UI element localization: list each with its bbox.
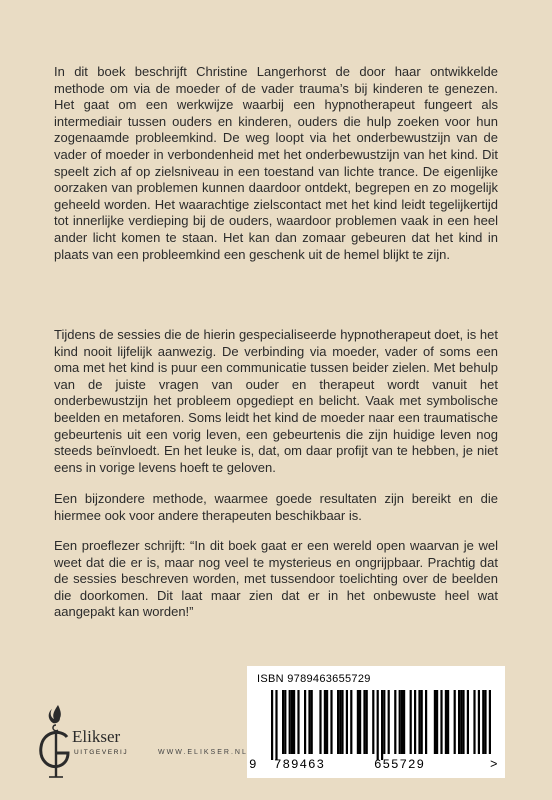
isbn-barcode-box [247, 666, 505, 778]
barcode-digit-group-1: 789463 [274, 758, 326, 772]
back-cover-paragraph-2: Tijdens de sessies die de hierin gespecialiseerde hypnotherapeut doet, is het kind nooit lijfelijk aanwezig. De verbinding via moeder, vader of soms een oma met het kind is puur een communicatie tussen beider zielen. Met behulp van de juiste vragen van ouder en therapeut wordt vanuit het onderbewustzijn het probleem opgediept en belicht. Vaak met symbolische beelden en metaforen. Soms leidt het kind de moeder naar een traumatische gebeurtenis uit een vorig leven, een gebeurtenis die zijn huidige leven nog steeds beïnvloedt. En het leuke is, dat, om daar profijt van te hebben, je niet eens in vorige levens hoeft te geloven. [54, 327, 498, 475]
back-cover-paragraph-1: In dit boek beschrijft Christine Langerhorst de door haar ontwikkelde methode om via de moeder of de vader trauma’s bij kinderen te genezen. Het gaat om een werkwijze waarbij een hypnotherapeut fungeert als intermediair tussen ouders en kinderen, ouders die hulp zoeken voor hun zogenaamde probleemkind. De weg loopt via het onderbewustzijn van de vader of moeder in verbondenheid met het onderbewustzijn van het kind. Dit speelt zich af op zielsniveau in een toestand van lichte trance. De eigenlijke oorzaken van problemen kunnen daardoor ontdekt, begrepen en zo mogelijk geheeld worden. Het waarachtige zielscontact met het kind leidt tegelijkertijd tot innerlijke verdieping bij de ouders, waardoor problemen vaak in een heel ander licht komen te staan. Het kan dan zomaar gebeuren dat het kind in plaats van een probleemkind een geschenk uit de hemel blijkt te zijn. [54, 64, 498, 262]
barcode-digit-first: 9 [249, 758, 258, 772]
barcode-icon [251, 690, 501, 760]
barcode-digit-group-2: 655729 [374, 758, 426, 772]
barcode-arrow: > [490, 758, 499, 772]
publisher-subtitle: UITGEVERIJ [74, 749, 129, 756]
back-cover-paragraph-3: Een bijzondere methode, waarmee goede resultaten zijn bereikt en die hiermee ook voor andere therapeuten beschikbaar is. [54, 491, 498, 523]
back-cover-paragraph-4: Een proeflezer schrijft: “In dit boek gaat er een wereld open waarvan je wel weet dat die er is, maar nog veel te mysterieus en ongrijpbaar. Prachtig dat de sessies beschreven worden, met tussendoor toelichting over de beelden die doorkomen. Dit laat maar zien dat er in het onbewuste heel wat aangepakt kan worden!” [54, 538, 498, 620]
isbn-label: ISBN 9789463655729 [257, 673, 371, 685]
publisher-logo [34, 703, 194, 783]
publisher-name: Elikser [72, 727, 121, 746]
publisher-website: WWW.ELIKSER.NL [158, 749, 248, 756]
